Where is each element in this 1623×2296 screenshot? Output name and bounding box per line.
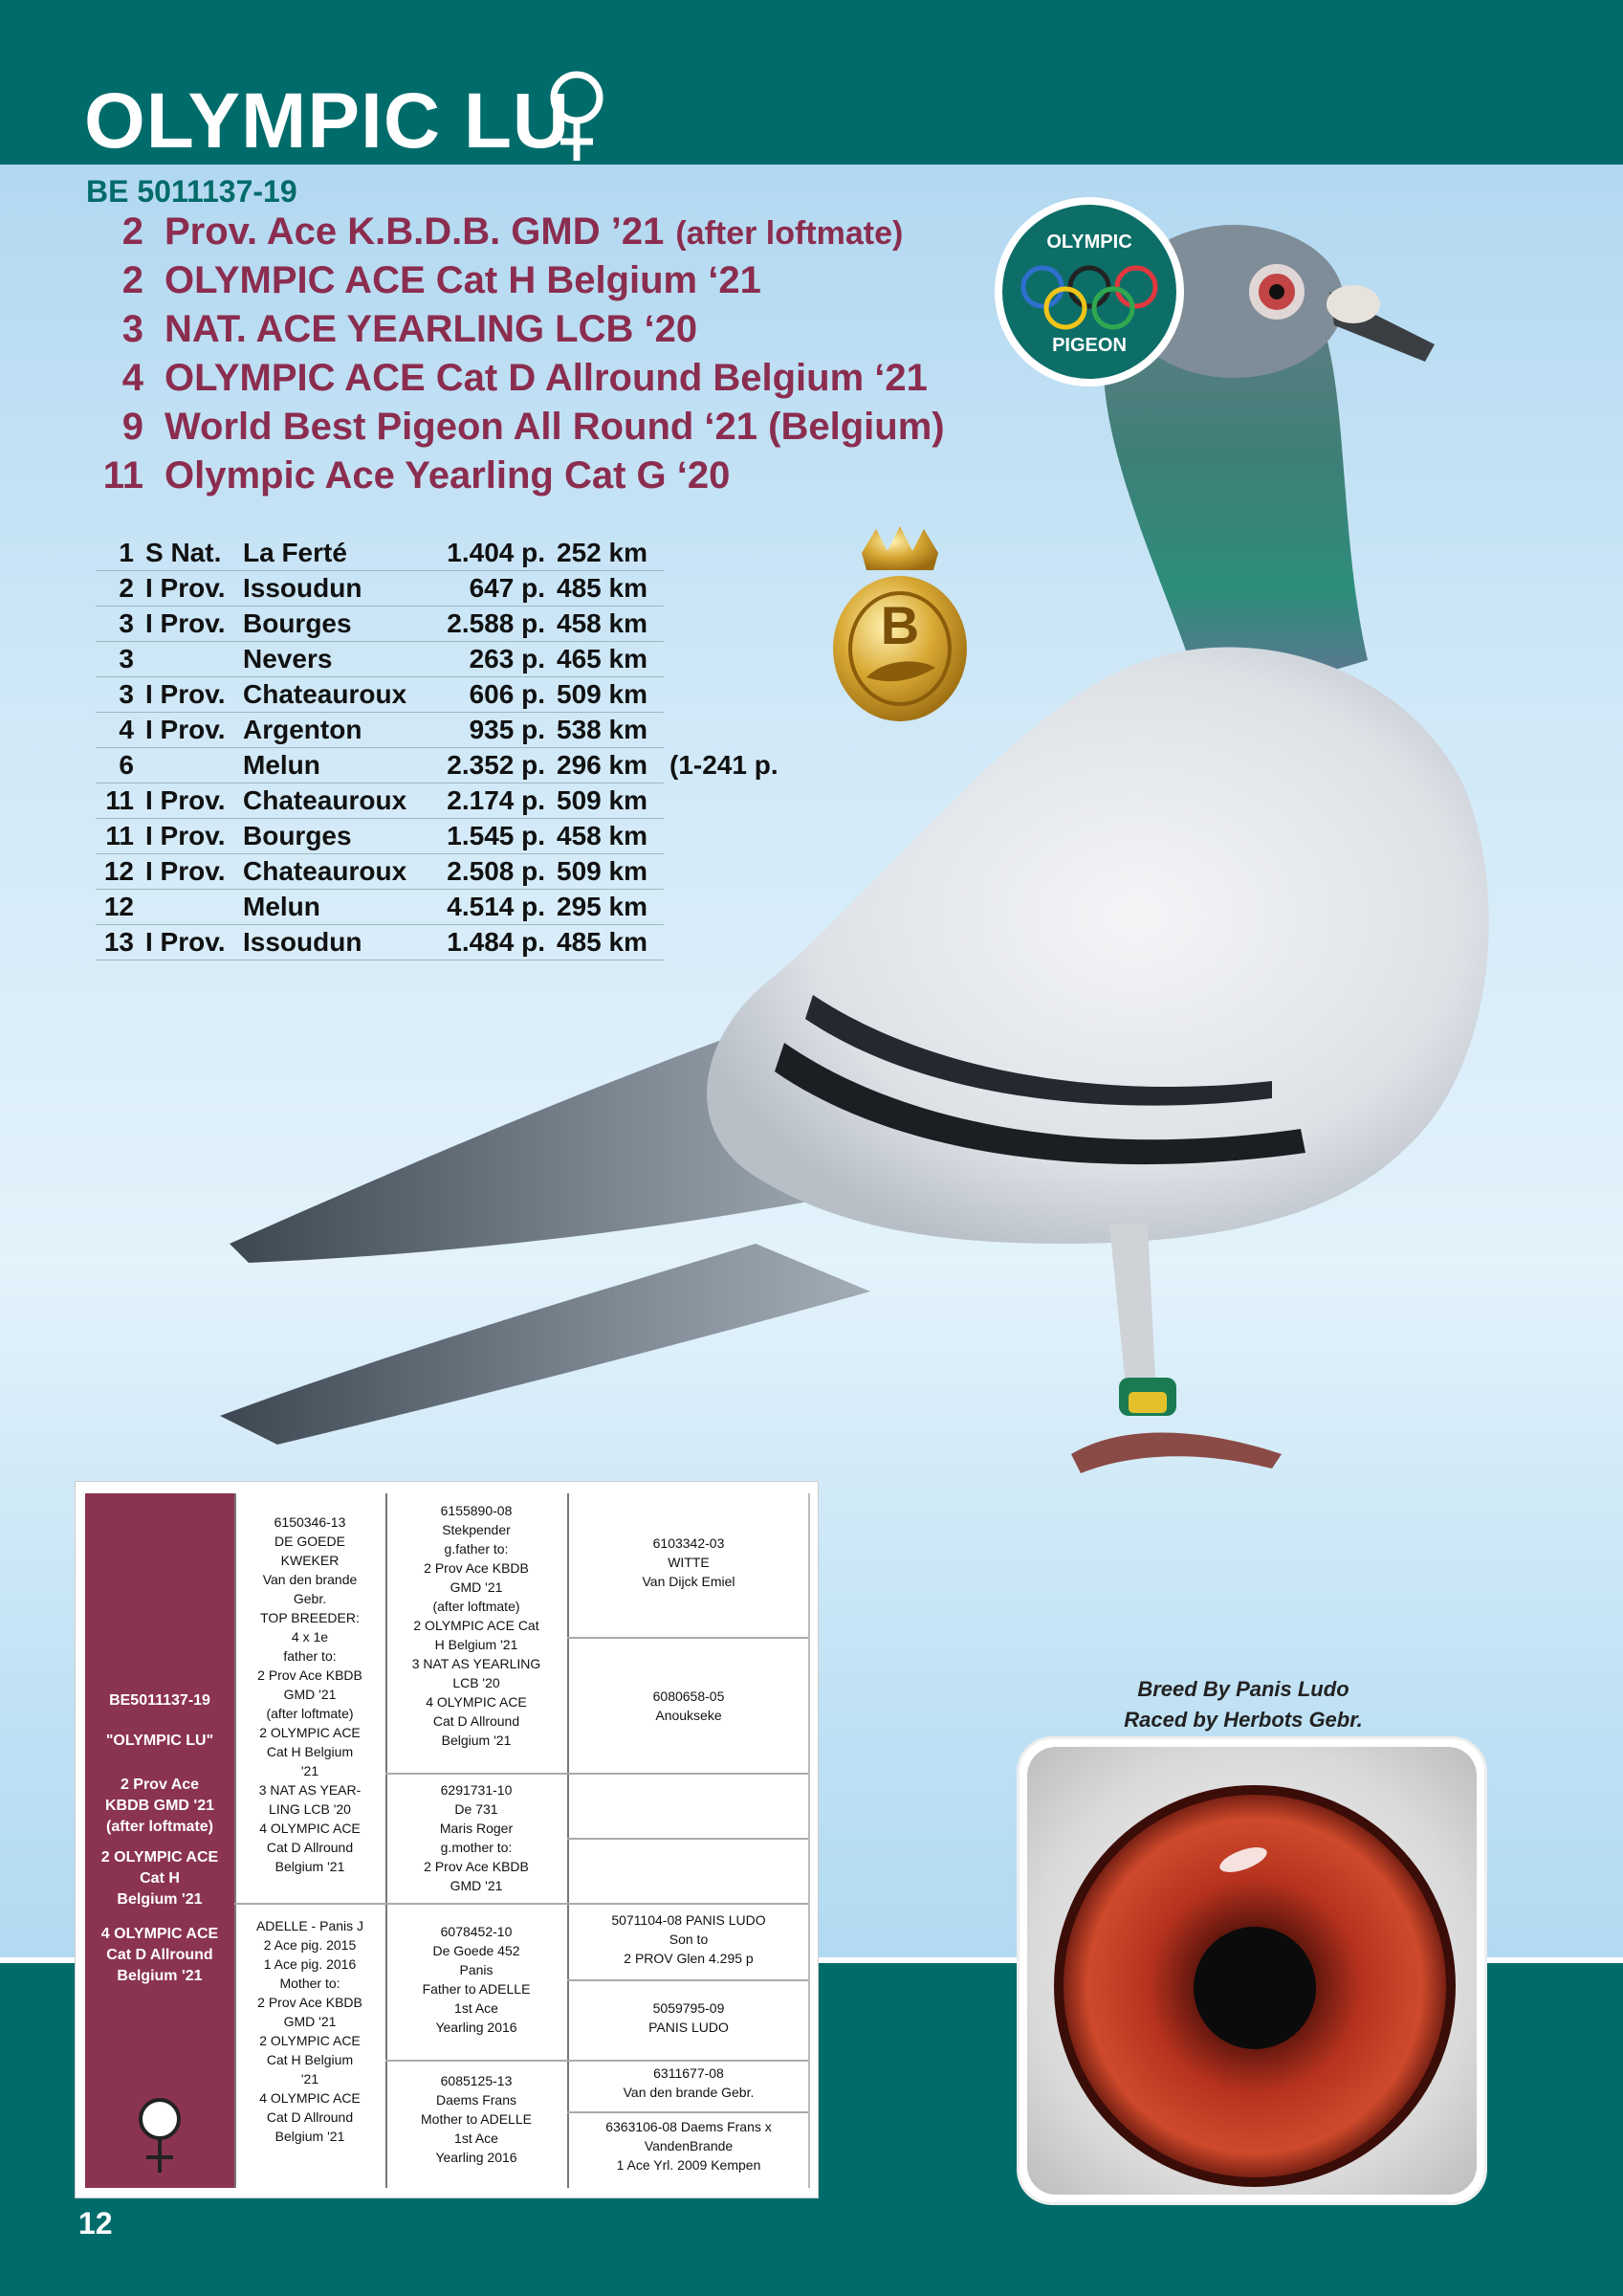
result-place: La Ferté	[237, 536, 428, 571]
pedigree-line: TOP BREEDER:	[260, 1610, 360, 1625]
pedigree-subject-line: KBDB GMD '21	[104, 1798, 215, 1814]
result-distance: 538 km	[551, 713, 664, 748]
result-rank: 3	[96, 642, 140, 677]
pedigree-ssd	[569, 1687, 808, 1763]
pedigree-line: 6291731-10	[440, 1782, 513, 1798]
pedigree-line: 4 OLYMPIC ACE	[426, 1694, 527, 1710]
pedigree-divider	[567, 1979, 808, 1981]
pedigree-subject-line: BE5011137-19	[109, 1692, 210, 1709]
pedigree-line: Cat D Allround	[266, 1840, 354, 1855]
pedigree-line: ADELLE - Panis J	[255, 1918, 364, 1933]
racer-line: Raced by Herbots Gebr.	[1124, 1708, 1363, 1732]
pedigree-divider	[808, 1493, 810, 2188]
pedigree-line: PANIS LUDO	[648, 2020, 729, 2035]
pedigree-sdd	[569, 1845, 808, 1899]
result-pigeons: 647 p.	[428, 571, 551, 607]
pedigree-line: LING LCB '20	[269, 1801, 351, 1817]
result-place: Bourges	[237, 819, 428, 854]
eye-photo	[1027, 1747, 1477, 2195]
pedigree-divider	[567, 1637, 808, 1639]
pedigree-subject-line: Cat D Allround	[106, 1947, 213, 1963]
pedigree-line: Belgium '21	[274, 2129, 345, 2144]
pedigree-line: g.father to:	[444, 1541, 509, 1556]
pedigree-line: Van den brande	[262, 1572, 358, 1587]
result-place: Melun	[237, 748, 428, 784]
result-pigeons: 1.545 p.	[428, 819, 551, 854]
pedigree-subject-line: (after loftmate)	[105, 1819, 213, 1835]
result-note: (1-241 p.	[669, 750, 779, 780]
pedigree-line: Cat H Belgium	[266, 2052, 354, 2067]
pedigree-line: GMD '21	[450, 1579, 503, 1595]
result-pigeons: 2.352 p.	[428, 748, 551, 784]
pedigree-line: 6363106-08 Daems Frans x	[605, 2119, 772, 2134]
ring-number: BE 5011137-19	[86, 174, 297, 209]
pedigree-line: Anoukseke	[655, 1708, 722, 1723]
pedigree-subject-line: 4 OLYMPIC ACE	[100, 1926, 219, 1942]
pedigree-sss	[569, 1534, 808, 1629]
pedigree-line: Mother to:	[279, 1976, 340, 1991]
pedigree-line: (after loftmate)	[266, 1706, 354, 1721]
achievement-text: Prov. Ace K.B.D.B. GMD ’21	[164, 210, 665, 253]
badge-inner	[1002, 205, 1176, 379]
pedigree-divider	[567, 2111, 808, 2113]
pedigree-line: GMD '21	[283, 1687, 337, 1702]
result-distance: 296 km	[551, 748, 664, 784]
pedigree-line: 2 Ace pig. 2015	[263, 1937, 357, 1953]
pedigree-line: H Belgium '21	[434, 1637, 518, 1652]
result-rank: 4	[96, 713, 140, 748]
pedigree-line: (after loftmate)	[432, 1599, 520, 1614]
pedigree-line: KWEKER	[280, 1553, 340, 1568]
pedigree-line: 4 x 1e	[291, 1629, 329, 1645]
pedigree-line: 6085125-13	[440, 2073, 513, 2088]
pedigree-divider	[385, 1773, 808, 1775]
pedigree-line: 5071104-08 PANIS LUDO	[611, 1912, 766, 1928]
pedigree-line: Yearling 2016	[435, 2150, 517, 2165]
achievement-rank: 4	[121, 357, 143, 399]
olympic-pigeon-badge	[995, 197, 1184, 386]
pedigree-line: 4 OLYMPIC ACE	[259, 2090, 361, 2106]
result-place: Bourges	[237, 607, 428, 642]
pedigree-line: 6078452-10	[440, 1924, 513, 1939]
result-place: Issoudun	[237, 925, 428, 960]
result-distance: 465 km	[551, 642, 664, 677]
result-pigeons: 606 p.	[428, 677, 551, 713]
pedigree-subject-line: Belgium '21	[117, 1891, 203, 1908]
pedigree-subject-line: Cat H	[140, 1870, 180, 1887]
pedigree-line: 6155890-08	[440, 1503, 513, 1518]
pedigree-line: 6080658-05	[652, 1689, 725, 1704]
result-division: I Prov.	[140, 677, 237, 713]
result-place: Argenton	[237, 713, 428, 748]
achievement-text: NAT. ACE YEARLING LCB ‘20	[164, 308, 698, 350]
pedigree-line: 6150346-13	[274, 1514, 346, 1530]
pedigree-divider	[385, 2060, 808, 2062]
female-symbol-icon	[543, 69, 610, 165]
pedigree-line: GMD '21	[450, 1878, 503, 1893]
result-distance: 509 km	[551, 677, 664, 713]
pedigree-line: 6311677-08	[653, 2065, 724, 2081]
result-rank: 2	[96, 571, 140, 607]
pedigree-sire	[236, 1512, 384, 1895]
result-distance: 252 km	[551, 536, 664, 571]
result-distance: 485 km	[551, 925, 664, 960]
result-division: I Prov.	[140, 819, 237, 854]
olympic-rings-icon	[1018, 264, 1161, 331]
result-pigeons: 2.508 p.	[428, 854, 551, 890]
achievement-note: (after loftmate)	[675, 215, 904, 252]
result-rank: 12	[96, 890, 140, 925]
result-pigeons: 263 p.	[428, 642, 551, 677]
pedigree-divider	[234, 1903, 808, 1905]
result-distance: 458 km	[551, 819, 664, 854]
pedigree-line: Van Dijck Emiel	[642, 1574, 735, 1589]
result-division: I Prov.	[140, 925, 237, 960]
pedigree-line: GMD '21	[283, 2014, 337, 2029]
result-division: S Nat.	[140, 536, 237, 571]
pedigree-divider	[567, 1838, 808, 1840]
result-distance: 509 km	[551, 784, 664, 819]
result-rank: 13	[96, 925, 140, 960]
result-division: I Prov.	[140, 784, 237, 819]
result-rank: 3	[96, 677, 140, 713]
pedigree-line: WITTE	[668, 1555, 710, 1570]
pedigree-line: Panis	[459, 1962, 493, 1977]
breeder-credits	[1071, 1674, 1415, 1735]
pedigree-line: 2 OLYMPIC ACE	[259, 1725, 361, 1740]
pedigree-line: 1 Ace Yrl. 2009 Kempen	[616, 2157, 761, 2173]
result-distance: 485 km	[551, 571, 664, 607]
pedigree-line: Son to	[669, 1932, 709, 1947]
pedigree-dam-dam	[387, 2071, 565, 2186]
result-rank: 3	[96, 607, 140, 642]
crown-logo-icon	[828, 524, 972, 725]
result-division: I Prov.	[140, 571, 237, 607]
pedigree-line: DE GOEDE	[274, 1534, 345, 1549]
achievement-text: World Best Pigeon All Round ‘21 (Belgium)	[164, 406, 945, 448]
page-title: OLYMPIC LU	[84, 77, 571, 165]
result-pigeons: 935 p.	[428, 713, 551, 748]
pedigree-line: 2 Prov Ace KBDB	[424, 1859, 529, 1874]
achievement-rank: 2	[121, 210, 143, 253]
result-division: I Prov.	[140, 713, 237, 748]
result-distance: 458 km	[551, 607, 664, 642]
pedigree-sire-dam	[387, 1780, 565, 1899]
badge-bottom-text: PIGEON	[1052, 335, 1127, 356]
pedigree-line: Belgium '21	[441, 1733, 512, 1748]
pedigree-subject-panel	[85, 1493, 234, 2188]
result-division: I Prov.	[140, 854, 237, 890]
result-distance: 509 km	[551, 854, 664, 890]
result-pigeons: 2.174 p.	[428, 784, 551, 819]
pedigree-line: 1st Ace	[454, 2130, 498, 2146]
eye-icon	[1027, 1747, 1477, 2195]
pedigree-dam	[236, 1916, 384, 2188]
pedigree-line: 2 Prov Ace KBDB	[257, 1995, 362, 2010]
achievement-rank: 11	[102, 454, 143, 497]
pedigree-line: LCB '20	[452, 1675, 500, 1690]
pedigree-line: VandenBrande	[644, 2138, 734, 2153]
result-place: Issoudun	[237, 571, 428, 607]
result-pigeons: 2.588 p.	[428, 607, 551, 642]
pedigree-sire-sire	[387, 1501, 565, 1769]
pedigree-subject-line: Belgium '21	[117, 1968, 203, 1984]
result-rank: 12	[96, 854, 140, 890]
result-pigeons: 1.404 p.	[428, 536, 551, 571]
pedigree-line: 5059795-09	[652, 2000, 725, 2016]
pedigree-sds	[569, 1780, 808, 1834]
result-rank: 11	[96, 819, 140, 854]
pedigree-line: 4 OLYMPIC ACE	[259, 1821, 361, 1836]
pedigree-dss	[569, 1910, 808, 1977]
pedigree-line: '21	[300, 2071, 319, 2086]
pedigree-line: Cat H Belgium	[266, 1744, 354, 1759]
result-place: Melun	[237, 890, 428, 925]
pedigree-line: Father to ADELLE	[422, 1981, 531, 1997]
achievement-text: OLYMPIC ACE Cat H Belgium ‘21	[164, 259, 761, 301]
pedigree-line: Belgium '21	[274, 1859, 345, 1874]
pedigree-line: '21	[300, 1763, 319, 1778]
pedigree-line: Mother to ADELLE	[421, 2111, 532, 2127]
pedigree-line: Maris Roger	[439, 1821, 514, 1836]
pedigree-chart	[75, 1481, 819, 2198]
result-pigeons: 4.514 p.	[428, 890, 551, 925]
result-rank: 1	[96, 536, 140, 571]
pedigree-subject-line: 2 OLYMPIC ACE	[100, 1849, 219, 1866]
breeder-line: Breed By Panis Ludo	[1137, 1677, 1349, 1701]
result-place: Chateauroux	[237, 854, 428, 890]
pedigree-line: Yearling 2016	[435, 2020, 517, 2035]
pedigree-dds	[569, 2064, 808, 2108]
pedigree-subject-line: 2 Prov Ace	[120, 1777, 200, 1793]
pedigree-line: 2 OLYMPIC ACE	[259, 2033, 361, 2048]
pedigree-line: 2 Prov Ace KBDB	[257, 1667, 362, 1683]
pedigree-line: 1st Ace	[454, 2000, 498, 2016]
pedigree-line: 3 NAT AS YEARLING	[411, 1656, 541, 1671]
eye-photo-frame	[1020, 1739, 1484, 2202]
pedigree-line: Cat D Allround	[432, 1713, 520, 1729]
achievement-text: OLYMPIC ACE Cat D Allround Belgium ‘21	[164, 357, 928, 399]
pedigree-line: Gebr.	[293, 1591, 327, 1606]
achievement-text: Olympic Ace Yearling Cat G ‘20	[164, 454, 731, 497]
pedigree-line: 1 Ace pig. 2016	[263, 1956, 357, 1972]
pedigree-line: 2 PROV Glen 4.295 p	[624, 1951, 754, 1966]
result-rank: 11	[96, 784, 140, 819]
achievement-rank: 3	[121, 308, 143, 350]
pedigree-line: 2 OLYMPIC ACE Cat	[413, 1618, 539, 1633]
svg-text:B: B	[880, 595, 920, 655]
result-place: Chateauroux	[237, 784, 428, 819]
pedigree-dam-sire	[387, 1922, 565, 2056]
female-symbol-small-icon	[131, 2096, 188, 2175]
pedigree-line: Cat D Allround	[266, 2109, 354, 2125]
pedigree-dsd	[569, 1998, 808, 2056]
page-number: 12	[78, 2206, 113, 2241]
result-rank: 6	[96, 748, 140, 784]
pedigree-line: De Goede 452	[432, 1943, 520, 1958]
result-distance: 295 km	[551, 890, 664, 925]
result-pigeons: 1.484 p.	[428, 925, 551, 960]
pedigree-line: 6103342-03	[652, 1535, 725, 1551]
pedigree-line: Van den brande Gebr.	[623, 2085, 755, 2100]
badge-top-text: OLYMPIC	[1046, 232, 1132, 253]
pedigree-line: Stekpender	[442, 1522, 511, 1537]
achievement-rank: 2	[121, 259, 143, 301]
result-place: Chateauroux	[237, 677, 428, 713]
pedigree-line: De 731	[454, 1801, 498, 1817]
result-place: Nevers	[237, 642, 428, 677]
achievement-rank: 9	[121, 406, 143, 448]
pigeon-image	[163, 210, 1578, 1665]
pedigree-ddd	[569, 2117, 808, 2188]
pedigree-subject-line: "OLYMPIC LU"	[105, 1733, 214, 1749]
pedigree-line: Daems Frans	[435, 2092, 517, 2108]
pedigree-line: 2 Prov Ace KBDB	[424, 1560, 529, 1576]
pedigree-line: father to:	[283, 1648, 337, 1664]
result-division: I Prov.	[140, 607, 237, 642]
pedigree-line: 3 NAT AS YEAR-	[258, 1782, 362, 1798]
pedigree-line: g.mother to:	[440, 1840, 513, 1855]
